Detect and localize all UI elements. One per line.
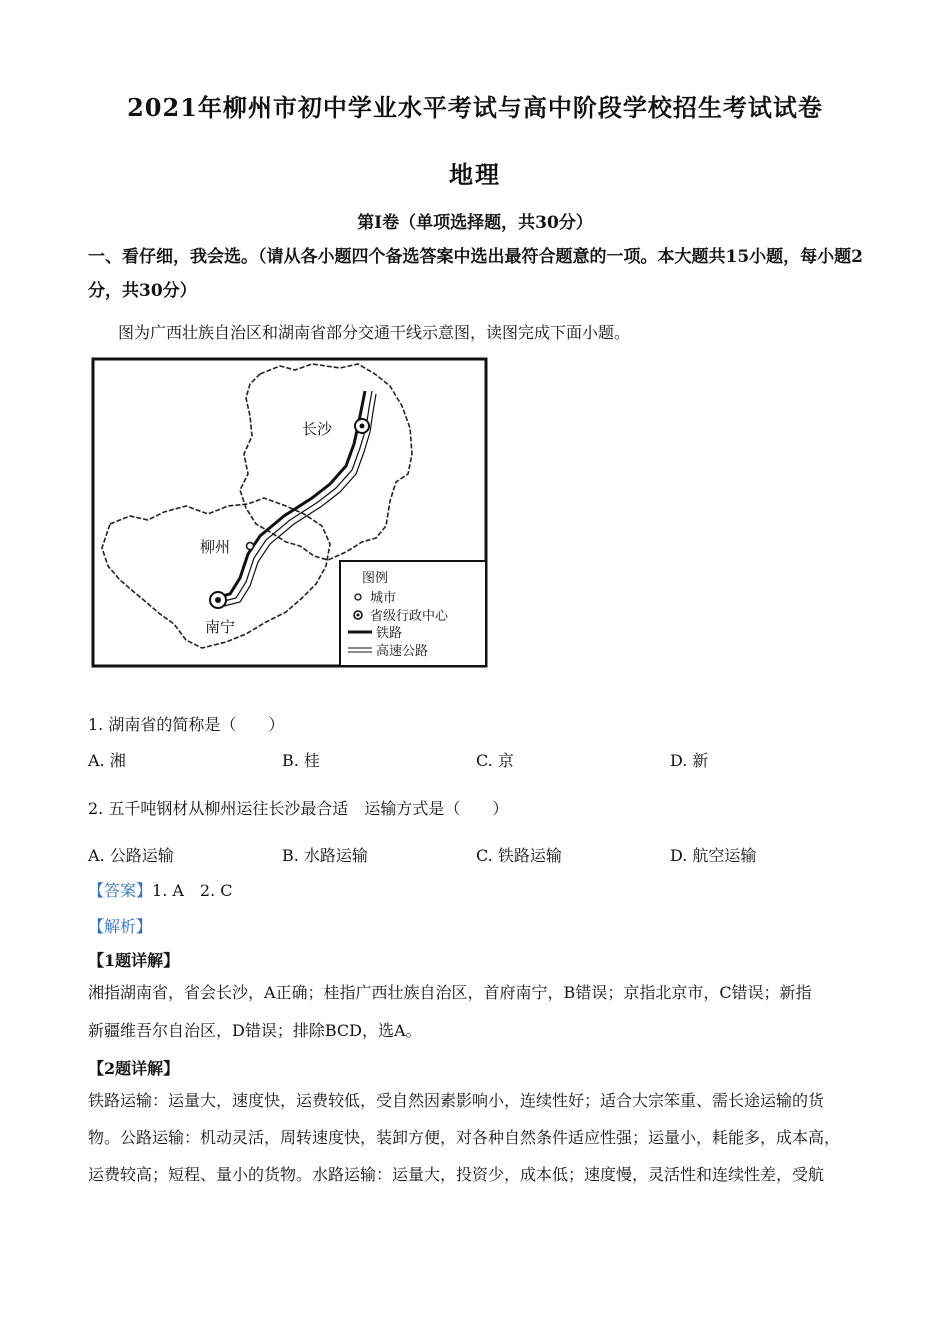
answer-tag: 【答案】 xyxy=(88,881,153,900)
detail-2-heading: 【2题详解】 xyxy=(88,1059,180,1078)
detail-1-line-1: 湘指湖南省，省会长沙，A正确；桂指广西壮族自治区，首府南宁，B错误；京指北京市，C错误；新指 xyxy=(88,983,812,1002)
q2-option-d: D. 航空运输 xyxy=(670,846,757,865)
nanning-center-dot xyxy=(215,597,221,603)
liuzhou-city-marker xyxy=(247,543,254,550)
question-2-stem: 2. 五千吨钢材从柳州运往长沙最合适 运输方式是（ ） xyxy=(88,799,509,818)
transport-map xyxy=(90,356,490,670)
detail-1-heading: 【1题详解】 xyxy=(88,951,180,970)
detail-2-line-3: 运费较高；短程、量小的货物。水路运输：运量大，投资少，成本低；速度慢，灵活性和连续性差，受航 xyxy=(88,1165,825,1184)
analysis-tag: 【解析】 xyxy=(88,917,153,936)
detail-2-line-2: 物。公路运输：机动灵活，周转速度快，装卸方便，对各种自然条件适应性强；运量小，耗能多，成本高， xyxy=(88,1128,841,1147)
subject-title: 地理 xyxy=(449,160,501,189)
legend-city-icon xyxy=(355,594,361,600)
question-1-stem: 1. 湖南省的简称是（ ） xyxy=(88,715,285,734)
exam-title: 2021年柳州市初中学业水平考试与高中阶段学校招生考试试卷 xyxy=(127,93,823,122)
q2-option-c: C. 铁路运输 xyxy=(476,846,562,865)
transport-map-figure xyxy=(90,356,490,670)
legend-railway: 铁路 xyxy=(376,626,403,641)
changsha-center-dot xyxy=(360,424,365,429)
q1-option-c: C. 京 xyxy=(476,751,514,770)
q1-option-a: A. 湘 xyxy=(88,751,126,770)
section-heading: 一、看仔细，我会选。（请从各小题四个备选答案中选出最符合题意的一项。本大题共15小题，每小题2分，共30分） xyxy=(88,247,863,301)
legend-capital: 省级行政中心 xyxy=(370,609,449,624)
answer-text: 1. A 2. C xyxy=(152,881,233,900)
q2-option-b: B. 水路运输 xyxy=(282,846,368,865)
detail-1-line-2: 新疆维吾尔自治区，D错误；排除BCD，选A。 xyxy=(88,1021,422,1040)
label-nanning: 南宁 xyxy=(205,618,236,636)
label-liuzhou: 柳州 xyxy=(200,538,231,556)
q2-option-a: A. 公路运输 xyxy=(88,846,174,865)
legend-title: 图例 xyxy=(362,571,389,586)
legend-city: 城市 xyxy=(370,591,397,606)
question-intro: 图为广西壮族自治区和湖南省部分交通干线示意图，读图完成下面小题。 xyxy=(118,323,631,342)
q1-option-d: D. 新 xyxy=(670,751,709,770)
detail-2-line-1: 铁路运输：运量大，速度快，运费较低，受自然因素影响小，连续性好；适合大宗笨重、需长途运输的货 xyxy=(88,1091,825,1110)
label-changsha: 长沙 xyxy=(302,420,333,438)
volume-heading: 第Ⅰ卷（单项选择题，共30分） xyxy=(357,213,593,233)
answer-line xyxy=(88,878,233,901)
q1-option-b: B. 桂 xyxy=(282,751,320,770)
legend-highway: 高速公路 xyxy=(376,644,429,659)
